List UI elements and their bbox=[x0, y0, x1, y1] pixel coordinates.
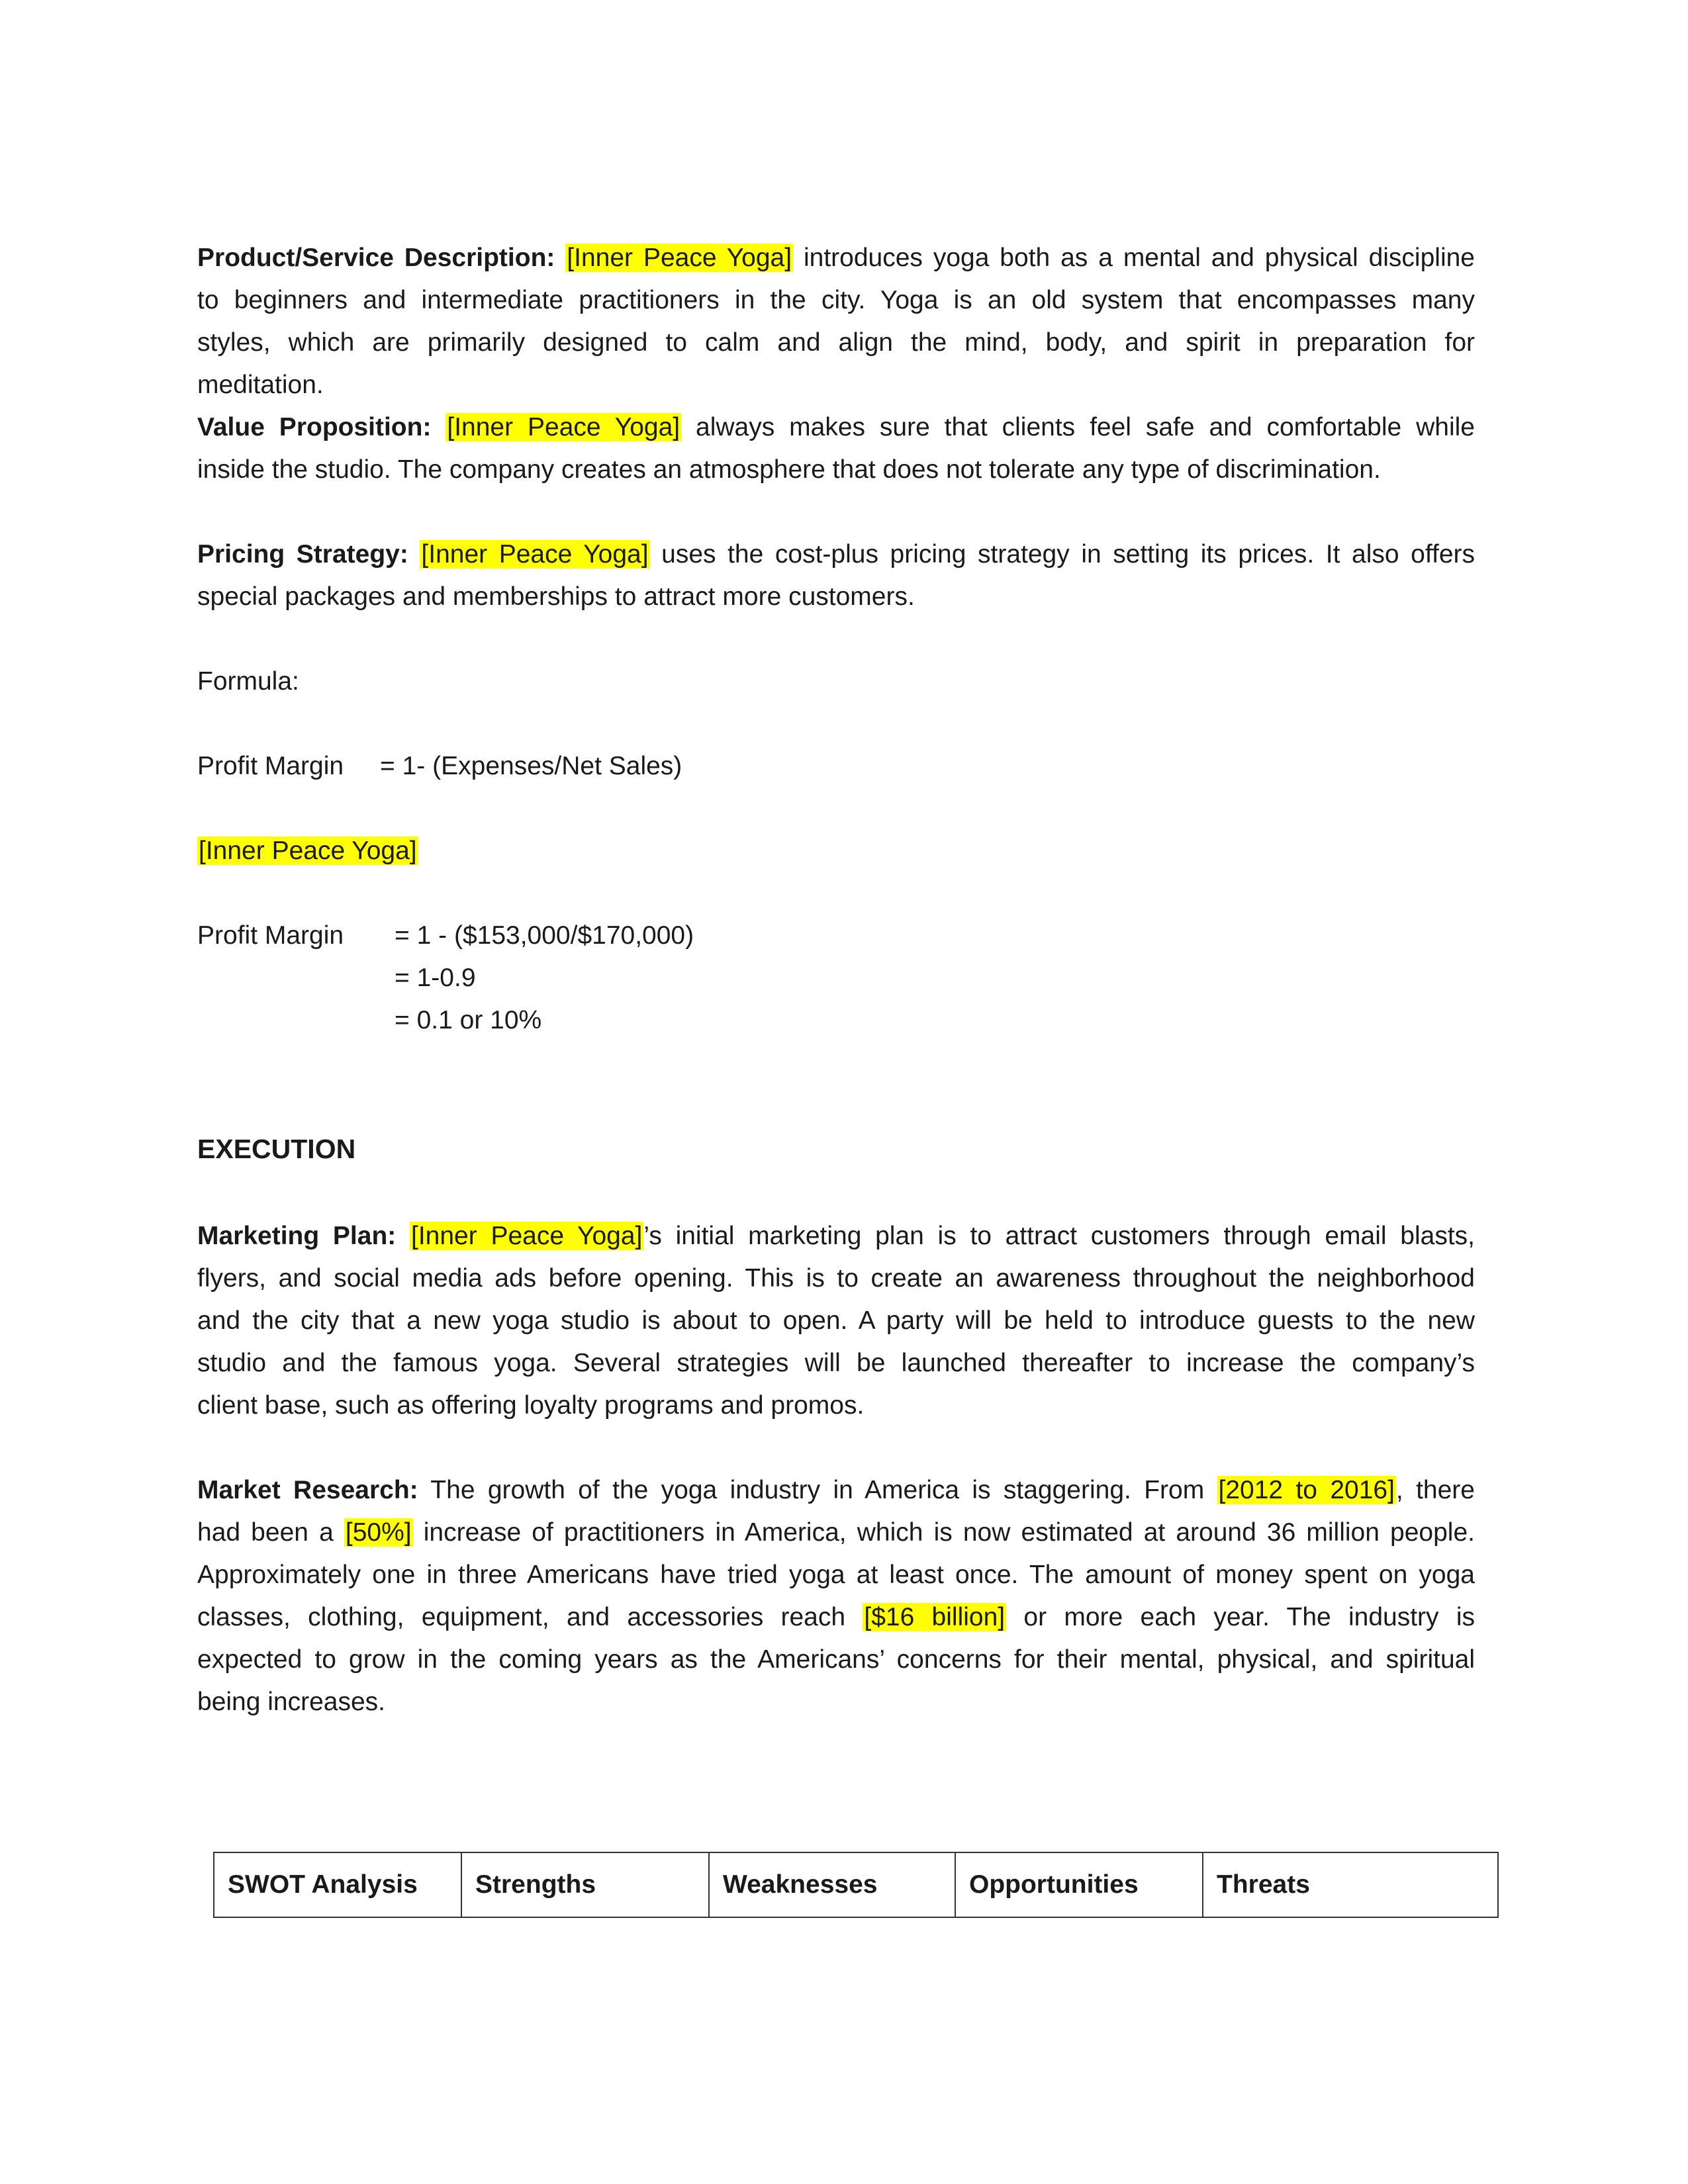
research-line-6: being increases. bbox=[197, 1688, 386, 1716]
formula-label: Formula: bbox=[197, 667, 299, 696]
pricing-strategy-paragraph bbox=[197, 533, 1475, 618]
formula-calc-step-2: = 1-0.9 bbox=[395, 964, 476, 992]
research-text: classes, clothing, equipment, and accessories reach bbox=[197, 1603, 863, 1631]
research-text: , there bbox=[1395, 1476, 1475, 1504]
research-text: increase of practitioners in America, which is now estimated at around 36 million people. bbox=[412, 1518, 1475, 1547]
product-line-2: to beginners and intermediate practitioners in the city. Yoga is an old system that encompasses many bbox=[197, 286, 1475, 314]
product-line-3: styles, which are primarily designed to calm and align the mind, body, and spirit in preparation for bbox=[197, 328, 1475, 357]
formula-calc-name: Profit Margin bbox=[197, 921, 344, 950]
product-label: Product/Service Description: bbox=[197, 244, 555, 272]
marketing-label: Marketing Plan: bbox=[197, 1222, 397, 1250]
swot-header-cell: Weaknesses bbox=[709, 1852, 955, 1917]
brand-highlight: [Inner Peace Yoga] bbox=[411, 1222, 643, 1250]
marketing-line-5: client base, such as offering loyalty programs and promos. bbox=[197, 1391, 865, 1420]
amount-highlight: [$16 billion] bbox=[864, 1603, 1006, 1631]
research-text: or more each year. The industry is bbox=[1006, 1603, 1475, 1631]
percent-highlight: [50%] bbox=[345, 1518, 412, 1547]
swot-header-cell: Opportunities bbox=[955, 1852, 1203, 1917]
value-line-1 bbox=[197, 406, 1475, 449]
value-proposition-paragraph bbox=[197, 406, 1475, 491]
brand-highlight: [Inner Peace Yoga] bbox=[421, 540, 649, 569]
brand-highlight: [Inner Peace Yoga] bbox=[199, 837, 417, 865]
swot-header-cell: Strengths bbox=[461, 1852, 709, 1917]
marketing-line-1 bbox=[197, 1215, 1475, 1257]
product-line-4: meditation. bbox=[197, 371, 324, 399]
marketing-line-3: and the city that a new yoga studio is about to open. A party will be held to introduce guests to the new bbox=[197, 1306, 1475, 1335]
formula-calc-step-1: = 1 - ($153,000/$170,000) bbox=[395, 921, 694, 950]
product-line-1 bbox=[197, 237, 1475, 279]
section-heading-execution: EXECUTION bbox=[197, 1134, 356, 1164]
research-text: had been a bbox=[197, 1518, 344, 1547]
value-label: Value Proposition: bbox=[197, 413, 432, 441]
research-line-2 bbox=[197, 1512, 1475, 1554]
marketing-plan-paragraph bbox=[197, 1215, 1475, 1427]
research-label: Market Research: bbox=[197, 1476, 418, 1504]
formula-brand bbox=[197, 830, 418, 872]
years-highlight: [2012 to 2016] bbox=[1218, 1476, 1395, 1504]
research-line-4 bbox=[197, 1596, 1475, 1639]
pricing-line-1 bbox=[197, 533, 1475, 576]
pricing-label: Pricing Strategy: bbox=[197, 540, 408, 569]
research-text: The growth of the yoga industry in America is staggering. From bbox=[418, 1476, 1217, 1504]
formula-calc-step-3: = 0.1 or 10% bbox=[395, 1006, 542, 1034]
product-text: introduces yoga both as a mental and physical discipline bbox=[793, 244, 1475, 272]
value-line-2: inside the studio. The company creates an atmosphere that does not tolerate any type of discrimination. bbox=[197, 455, 1381, 484]
swot-header-cell: SWOT Analysis bbox=[214, 1852, 461, 1917]
swot-table bbox=[213, 1852, 1499, 1918]
marketing-text: ’s initial marketing plan is to attract customers through email blasts, bbox=[643, 1222, 1475, 1250]
product-description-paragraph bbox=[197, 237, 1475, 406]
marketing-line-2: flyers, and social media ads before opening. This is to create an awareness throughout the neighborhood bbox=[197, 1264, 1475, 1293]
swot-header-row bbox=[214, 1852, 1498, 1917]
value-text: always makes sure that clients feel safe and comfortable while bbox=[681, 413, 1475, 441]
marketing-line-4: studio and the famous yoga. Several strategies will be launched thereafter to increase the company’s bbox=[197, 1349, 1475, 1377]
swot-header-cell: Threats bbox=[1203, 1852, 1498, 1917]
research-line-3: Approximately one in three Americans have tried yoga at least once. The amount of money spent on yoga bbox=[197, 1561, 1475, 1589]
brand-highlight: [Inner Peace Yoga] bbox=[447, 413, 680, 441]
brand-highlight: [Inner Peace Yoga] bbox=[567, 244, 792, 272]
pricing-text: uses the cost-plus pricing strategy in setting its prices. It also offers bbox=[649, 540, 1476, 569]
market-research-paragraph bbox=[197, 1469, 1475, 1723]
pricing-line-2: special packages and memberships to attract more customers. bbox=[197, 582, 915, 611]
formula-general-name: Profit Margin bbox=[197, 752, 344, 780]
research-line-1 bbox=[197, 1469, 1475, 1512]
formula-general-expression: = 1- (Expenses/Net Sales) bbox=[380, 752, 682, 780]
research-line-5: expected to grow in the coming years as the Americans’ concerns for their mental, physical, and spiritual bbox=[197, 1645, 1475, 1674]
